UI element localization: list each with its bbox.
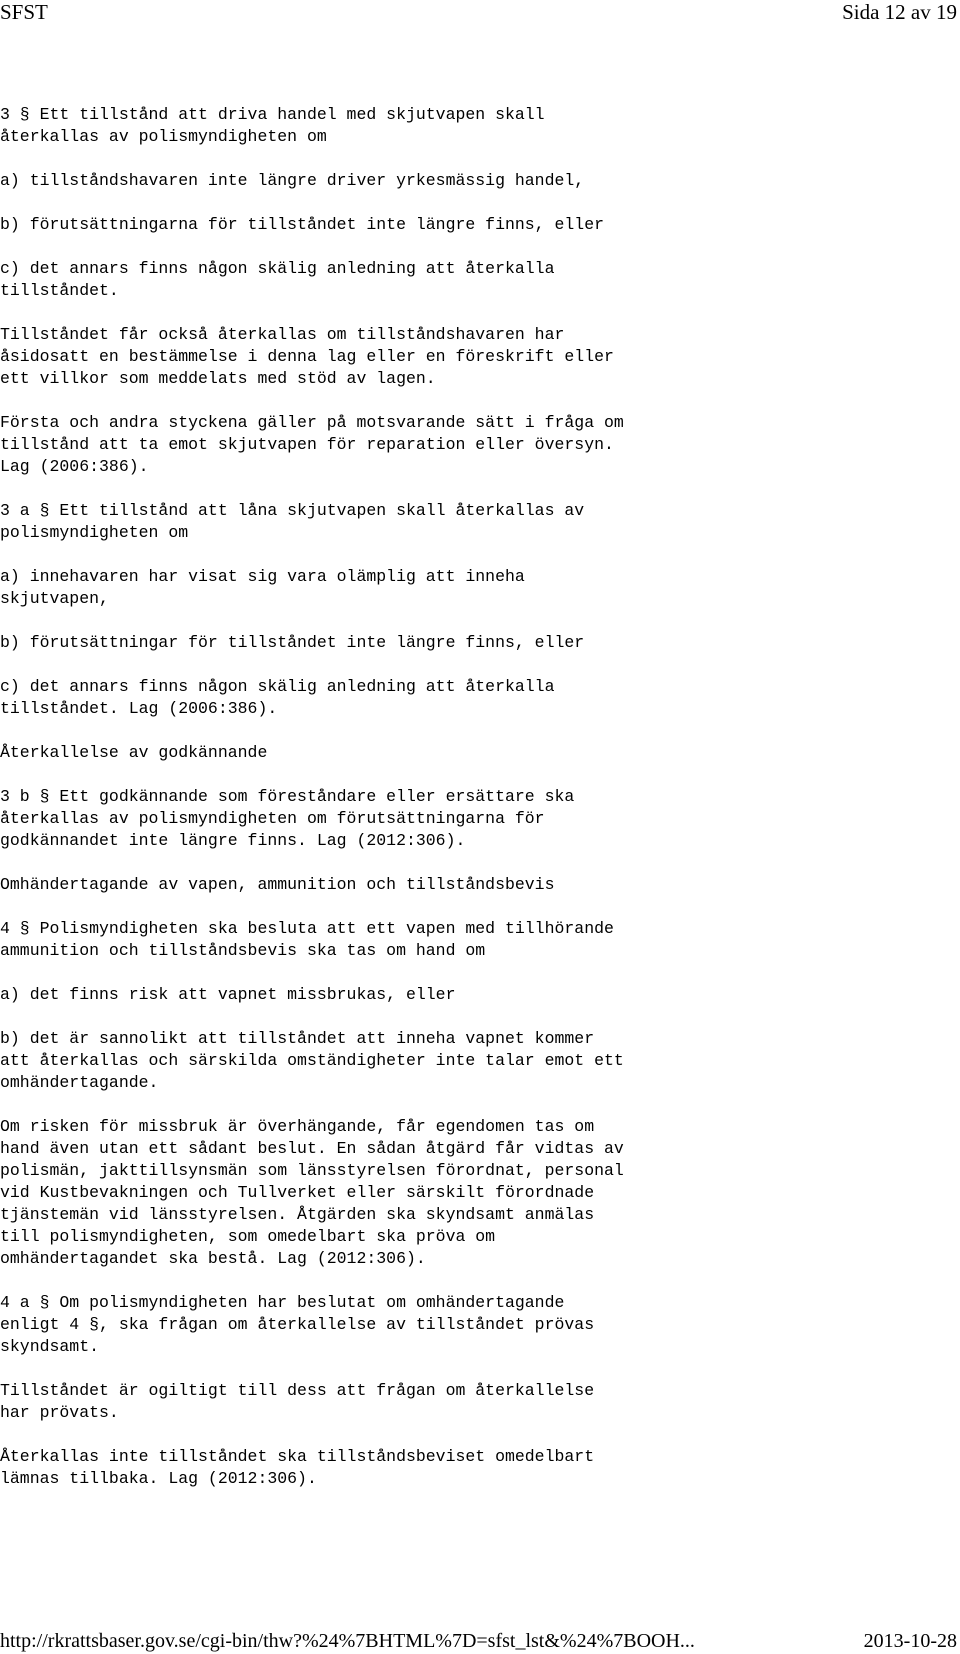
footer-url: http://rkrattsbaser.gov.se/cgi-bin/thw?%24%7BHTML%7D=sfst_lst&%24%7BOOH... bbox=[0, 1630, 695, 1652]
footer-date: 2013-10-28 bbox=[863, 1630, 957, 1652]
paragraph: Tillståndet är ogiltigt till dess att frågan om återkallelse har prövats. bbox=[0, 1381, 595, 1422]
paragraph: 4 § Polismyndigheten ska besluta att ett vapen med tillhörande ammunition och tillståndsbevis ska tas om hand om bbox=[0, 919, 614, 960]
paragraph: Om risken för missbruk är överhängande, får egendomen tas om hand även utan ett sådant beslut. En sådan åtgärd får vidtas av polismän, jakttillsynsmän som länsstyrelsen förordnat, personal vid Kustbevakningen och Tullverket eller särskilt förordnade tjänstemän vid länsstyrelsen. Åtgärden ska skyndsamt anmälas till polismyndigheten, som omedelbart ska pröva om omhändertagandet ska bestå. Lag (2012:306). bbox=[0, 1117, 624, 1268]
section-heading: Omhändertagande av vapen, ammunition och tillståndsbevis bbox=[0, 875, 555, 894]
paragraph: Återkallas inte tillståndet ska tillståndsbeviset omedelbart lämnas tillbaka. Lag (2012:306). bbox=[0, 1447, 595, 1488]
header-title: SFST bbox=[0, 0, 48, 24]
paragraph: a) innehavaren har visat sig vara olämplig att inneha skjutvapen, bbox=[0, 567, 525, 608]
paragraph: b) förutsättningar för tillståndet inte längre finns, eller bbox=[0, 633, 585, 652]
section-heading: Återkallelse av godkännande bbox=[0, 743, 268, 762]
document-body bbox=[0, 104, 952, 1512]
paragraph: a) det finns risk att vapnet missbrukas, eller bbox=[0, 985, 456, 1004]
paragraph: Första och andra styckena gäller på motsvarande sätt i fråga om tillstånd att ta emot skjutvapen för reparation eller översyn. Lag (2006:386). bbox=[0, 413, 624, 476]
paragraph: b) det är sannolikt att tillståndet att inneha vapnet kommer att återkallas och särskilda omständigheter inte talar emot ett omhändertagande. bbox=[0, 1029, 624, 1092]
paragraph: c) det annars finns någon skälig anledning att återkalla tillståndet. bbox=[0, 259, 555, 300]
paragraph: a) tillståndshavaren inte längre driver yrkesmässig handel, bbox=[0, 171, 585, 190]
paragraph: b) förutsättningarna för tillståndet inte längre finns, eller bbox=[0, 215, 604, 234]
paragraph: 3 a § Ett tillstånd att låna skjutvapen skall återkallas av polismyndigheten om bbox=[0, 501, 585, 542]
paragraph: 3 b § Ett godkännande som föreståndare eller ersättare ska återkallas av polismyndigheten om förutsättningarna för godkännandet inte längre finns. Lag (2012:306). bbox=[0, 787, 575, 850]
page-number: Sida 12 av 19 bbox=[842, 0, 957, 24]
paragraph: c) det annars finns någon skälig anledning att återkalla tillståndet. Lag (2006:386). bbox=[0, 677, 555, 718]
paragraph: Tillståndet får också återkallas om tillståndshavaren har åsidosatt en bestämmelse i denna lag eller en föreskrift eller ett villkor som meddelats med stöd av lagen. bbox=[0, 325, 614, 388]
paragraph: 4 a § Om polismyndigheten har beslutat om omhändertagande enligt 4 §, ska frågan om återkallelse av tillståndet prövas skyndsamt. bbox=[0, 1293, 595, 1356]
paragraph: 3 § Ett tillstånd att driva handel med skjutvapen skall återkallas av polismyndigheten om bbox=[0, 105, 545, 146]
